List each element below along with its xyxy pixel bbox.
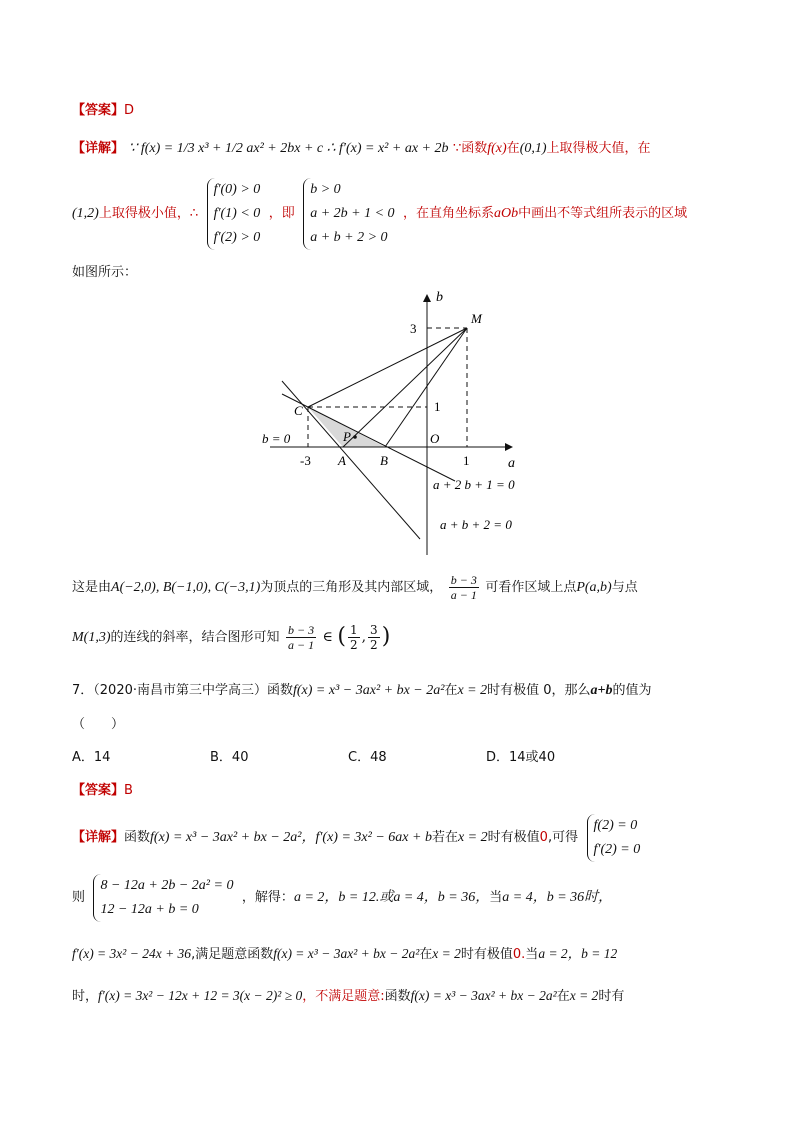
detail-text: 上取得极小值，∴: [98, 206, 199, 221]
conclusion-text: 与点: [611, 580, 638, 595]
conclusion-text: 可看作区域上点: [485, 580, 577, 595]
detail-line-2: [72, 178, 687, 250]
answer-value: D: [124, 103, 135, 118]
point-c-label: C: [294, 403, 303, 418]
axis-b-label: b: [436, 290, 443, 305]
solutions: a = 2，b = 12.或a = 4，b = 36，: [293, 890, 490, 905]
origin-label: O: [430, 431, 440, 446]
line2-label: a + b + 2 = 0: [440, 517, 512, 532]
detail-text: 上取得极大值，在: [546, 141, 651, 156]
detail-text: 在: [556, 989, 570, 1004]
detail-text: 在: [419, 947, 433, 962]
answer-line-1: [72, 100, 134, 121]
detail2-condition: x = 2: [457, 830, 488, 845]
answer-line-2: [72, 780, 133, 801]
inequality-system-1: [207, 178, 261, 250]
fraction-denominator: 2: [370, 637, 378, 652]
detail-label: 【详解】: [72, 141, 125, 156]
detail-text: 当: [489, 890, 503, 905]
detail-text: 时，: [72, 989, 99, 1004]
sys2-row: a + 2b + 1 < 0: [310, 206, 395, 221]
detail-text: 函数: [124, 830, 151, 845]
detail2-function: f(x) = x³ − 3ax² + bx − 2a²: [150, 830, 302, 845]
vertex-points: A(−2,0), B(−1,0), C(−3,1): [111, 580, 261, 595]
question-text: 7．（2020·南昌市第三中学高三）函数: [72, 683, 293, 698]
answer-paren: [72, 714, 124, 735]
point-a-label: A: [338, 453, 346, 468]
axis-a-label: a: [508, 456, 515, 471]
fx-symbol: f(x): [487, 141, 507, 156]
answer-value: B: [124, 783, 133, 798]
region-figure: [250, 285, 550, 560]
option-b[interactable]: B．40: [210, 750, 249, 765]
detail-text: ，解得：: [241, 890, 294, 905]
question-condition: x = 2: [457, 683, 488, 698]
line-b0-label: b = 0: [262, 431, 291, 446]
detail-text: 如图所示：: [72, 265, 138, 280]
fraction-denominator: 2: [349, 637, 358, 652]
detail-text: 当: [525, 947, 539, 962]
sysB-row: 12 − 12a + b = 0: [100, 902, 199, 917]
fraction-numerator: 3: [370, 622, 378, 637]
sysA-row: f(2) = 0: [593, 818, 638, 833]
fraction-denominator: a − 1: [287, 637, 315, 652]
sys1-row: f′(2) > 0: [213, 230, 261, 245]
conclusion-line-1: [72, 572, 638, 603]
detail-text: ，不满足题意:: [302, 989, 385, 1004]
figure-intro: [72, 262, 137, 283]
derivative-case-2: f′(x) = 3x² − 12x + 12 = 3(x − 2)² ≥ 0: [98, 988, 303, 1003]
option-c[interactable]: C．48: [348, 750, 387, 765]
slope-fraction: [449, 573, 479, 602]
close-paren: ): [381, 624, 391, 649]
zero-value: 0.: [512, 947, 526, 962]
detail-text: 在: [506, 141, 520, 156]
sysA-row: f′(2) = 0: [593, 842, 641, 857]
tick-neg3: -3: [300, 453, 311, 468]
detail-text: 中画出不等式组所表示的区域: [518, 206, 688, 221]
equation-system-a: [587, 814, 641, 862]
sys2-row: a + b + 2 > 0: [310, 230, 388, 245]
detail-line-1: [72, 138, 651, 159]
question-text: 在: [444, 683, 458, 698]
detail2-derivative: ，f′(x) = 3x² − 6ax + b: [301, 830, 432, 845]
conclusion-text: 为顶点的三角形及其内部区域，: [260, 580, 443, 595]
detail-text: 时有极值: [460, 947, 513, 962]
point-m-label: M: [471, 311, 482, 326]
interval-0-1: (0,1): [519, 141, 547, 156]
segment-bm: [385, 328, 467, 447]
sys1-row: f′(1) < 0: [213, 206, 261, 221]
aob-label: aOb: [494, 206, 519, 221]
segment-cm: [308, 328, 467, 407]
option-d[interactable]: D．14或40: [486, 750, 556, 765]
sys1-row: f′(0) > 0: [213, 182, 261, 197]
detail2-line-3: [72, 944, 617, 965]
sys2-row: b > 0: [310, 182, 341, 197]
derivative-formula: ∵ f(x) = 1/3 x³ + 1/2 ax² + 2bx + c ∴ f′(x) = x² + ax + 2b: [128, 141, 449, 156]
function-text: f(x) = x³ − 3ax² + bx − 2a²: [273, 946, 420, 961]
fraction-numerator: b − 3: [287, 622, 315, 637]
answer-label: 【答案】: [72, 103, 125, 118]
case-a2: a = 2，b = 12: [538, 946, 618, 961]
fraction-numerator: 1: [349, 622, 358, 637]
point-p-label: P: [343, 429, 351, 444]
question-function: f(x) = x³ − 3ax² + bx − 2a²: [293, 683, 445, 698]
detail-text: 若在: [431, 830, 458, 845]
point-b-label: B: [380, 453, 388, 468]
element-of-symbol: ∈: [322, 629, 333, 645]
derivative-case-1: f′(x) = 3x² − 24x + 36: [72, 946, 192, 961]
point-m-text: M(1,3): [72, 630, 111, 645]
sysB-row: 8 − 12a + 2b − 2a² = 0: [100, 878, 234, 893]
a-plus-b: a+b: [590, 683, 613, 698]
detail-text: 函数: [384, 989, 411, 1004]
detail-text: ,可得: [547, 830, 579, 845]
line1-label: a + 2 b + 1 = 0: [433, 477, 515, 492]
open-paren: (: [337, 624, 346, 649]
conclusion-text: 的连线的斜率，结合图形可知: [110, 630, 280, 645]
function-text: f(x) = x³ − 3ax² + bx − 2a²: [410, 988, 557, 1003]
answer-label: 【答案】: [72, 783, 125, 798]
detail2-line-2: [72, 874, 612, 922]
tick-1-x: 1: [463, 453, 470, 468]
equation-system-b: [93, 874, 233, 922]
detail-label: 【详解】: [72, 830, 125, 845]
condition-text: x = 2: [432, 946, 461, 961]
detail-text: ，即: [268, 206, 295, 221]
detail2-line-4: [72, 986, 624, 1007]
detail-text: 则: [72, 890, 86, 905]
inequality-system-2: [303, 178, 394, 250]
tick-3: 3: [410, 321, 417, 336]
point-p: [353, 435, 357, 439]
fraction-numerator: b − 3: [450, 572, 477, 587]
interval-1-2: (1,2): [72, 206, 99, 221]
question-7: [72, 680, 652, 701]
zero-value: 0: [539, 830, 548, 845]
detail-text: ∵函数: [452, 141, 488, 156]
detail-text: ，在直角坐标系: [403, 206, 495, 221]
question-text: 的值为: [612, 683, 652, 698]
detail-text: 时有: [598, 989, 625, 1004]
segment-am: [343, 328, 467, 447]
fraction-denominator: a − 1: [450, 587, 477, 602]
detail-text: 时有极值: [487, 830, 540, 845]
option-a[interactable]: A．14: [72, 750, 111, 765]
detail2-line-1: [72, 814, 644, 862]
condition-text: x = 2: [569, 988, 599, 1003]
range-high: [368, 623, 380, 652]
answer-blank: （ ）: [72, 717, 125, 732]
point-p-text: P(a,b): [576, 580, 612, 595]
case-a4: a = 4，b = 36时，: [502, 890, 613, 905]
conclusion-line-2: M(1,3)的连线的斜率，结合图形可知 $\frac{b - 3}{a - 1}$ ∈ ( $\frac{1}{2}$ , $\frac{3}{2}$ ): [72, 622, 391, 652]
range-low: [348, 623, 360, 652]
conclusion-text: 这是由: [72, 580, 112, 595]
question-text: 时有极值 0，那么: [487, 683, 591, 698]
tick-1-y: 1: [434, 399, 441, 414]
detail-text: ,满足题意函数: [191, 947, 274, 962]
slope-fraction-2: [286, 623, 316, 652]
